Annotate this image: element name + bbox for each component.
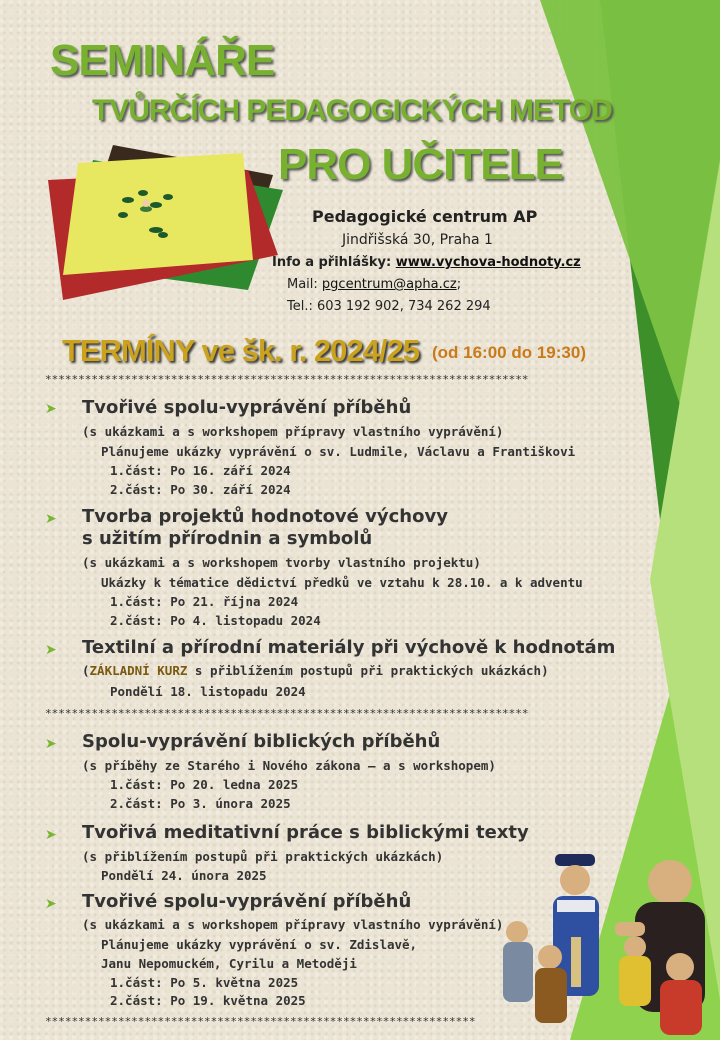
seminar-3-line-post: s přiblížením postupů při praktických ukázkách)	[187, 663, 549, 678]
seminar-2-line-3: 1.část: Po 21. října 2024	[110, 594, 299, 609]
seminar-2-title-2: s užitím přírodnin a symbolů	[82, 528, 373, 549]
info-line	[272, 255, 581, 270]
seminar-6-line-1: (s ukázkami a s workshopem přípravy vlastního vyprávění)	[82, 917, 504, 932]
seminar-1-line-1: (s ukázkami a s workshopem přípravy vlastního vyprávění)	[82, 424, 504, 439]
seminar-2-line-2: Ukázky k tématice dědictví předků ve vztahu k 28.10. a k adventu	[101, 575, 583, 590]
seminar-4-title: Spolu-vyprávění biblických příběhů	[82, 731, 441, 752]
title-line-1: SEMINÁŘE	[50, 36, 275, 85]
seminar-2-line-4: 2.část: Po 4. listopadu 2024	[110, 613, 321, 628]
seminar-3-line-2: Pondělí 18. listopadu 2024	[110, 684, 306, 699]
bullet-icon: ➤	[45, 642, 57, 658]
address: Jindřišská 30, Praha 1	[342, 232, 493, 248]
seminar-5-title: Tvořivá meditativní práce s biblickými texty	[82, 822, 529, 843]
title-line-2: TVŮRČÍCH PEDAGOGICKÝCH METOD	[92, 94, 612, 127]
seminar-2-title: Tvorba projektů hodnotové výchovy	[82, 506, 448, 527]
terms-heading: TERMÍNY ve šk. r. 2024/25	[62, 333, 419, 368]
seminar-6-line-2: Plánujeme ukázky vyprávění o sv. Zdislavě,	[101, 937, 418, 952]
seminar-4-line-1: (s příběhy ze Starého i Nového zákona – a s workshopem)	[82, 758, 496, 773]
cloth-illustration	[38, 135, 288, 305]
organization-name: Pedagogické centrum AP	[312, 207, 538, 226]
mail-label: Mail:	[287, 277, 322, 292]
seminar-5-line-1: (s přiblížením postupů při praktických ukázkách)	[82, 849, 444, 864]
separator: *****************************************************************	[45, 1015, 476, 1028]
seminar-6-line-5: 2.část: Po 19. května 2025	[110, 993, 306, 1008]
seminar-3-title: Textilní a přírodní materiály při výchově k hodnotám	[82, 637, 616, 658]
bullet-icon: ➤	[45, 827, 57, 843]
phone-line: Tel.: 603 192 902, 734 262 294	[287, 299, 491, 314]
terms-time: (od 16:00 do 19:30)	[432, 343, 586, 362]
email-link[interactable]: pgcentrum@apha.cz	[321, 277, 457, 292]
seminar-6-title: Tvořivé spolu-vyprávění příběhů	[82, 891, 412, 912]
seminar-3-line-1	[82, 663, 549, 678]
bullet-icon: ➤	[45, 511, 57, 527]
mail-line	[287, 277, 461, 292]
website-link[interactable]: www.vychova-hodnoty.cz	[395, 255, 581, 270]
seminar-1-line-3: 1.část: Po 16. září 2024	[110, 463, 291, 478]
seminar-2-line-1: (s ukázkami a s workshopem tvorby vlastního projektu)	[82, 555, 481, 570]
seminar-5-line-2: Pondělí 24. února 2025	[101, 868, 267, 883]
dolls-illustration	[495, 852, 710, 1037]
seminar-6-line-3: Janu Nepomuckém, Cyrilu a Metoději	[101, 956, 357, 971]
mail-after: ;	[456, 277, 462, 292]
seminar-6-line-4: 1.část: Po 5. května 2025	[110, 975, 299, 990]
bullet-icon: ➤	[45, 896, 57, 912]
seminar-4-line-2: 1.část: Po 20. ledna 2025	[110, 777, 299, 792]
bullet-icon: ➤	[45, 401, 57, 417]
separator: *************************************************************************	[45, 373, 529, 386]
seminar-1-line-2: Plánujeme ukázky vyprávění o sv. Ludmile, Václavu a Františkovi	[101, 444, 576, 459]
bullet-icon: ➤	[45, 736, 57, 752]
seminar-1-title: Tvořivé spolu-vyprávění příběhů	[82, 397, 412, 418]
info-label: Info a přihlášky:	[272, 255, 396, 270]
seminar-3-line-pre: (	[82, 663, 90, 678]
title-line-3: PRO UČITELE	[278, 140, 563, 189]
separator: *************************************************************************	[45, 707, 529, 720]
seminar-1-line-4: 2.část: Po 30. září 2024	[110, 482, 291, 497]
seminar-4-line-3: 2.část: Po 3. února 2025	[110, 796, 291, 811]
basic-course-highlight: ZÁKLADNÍ KURZ	[89, 663, 188, 678]
